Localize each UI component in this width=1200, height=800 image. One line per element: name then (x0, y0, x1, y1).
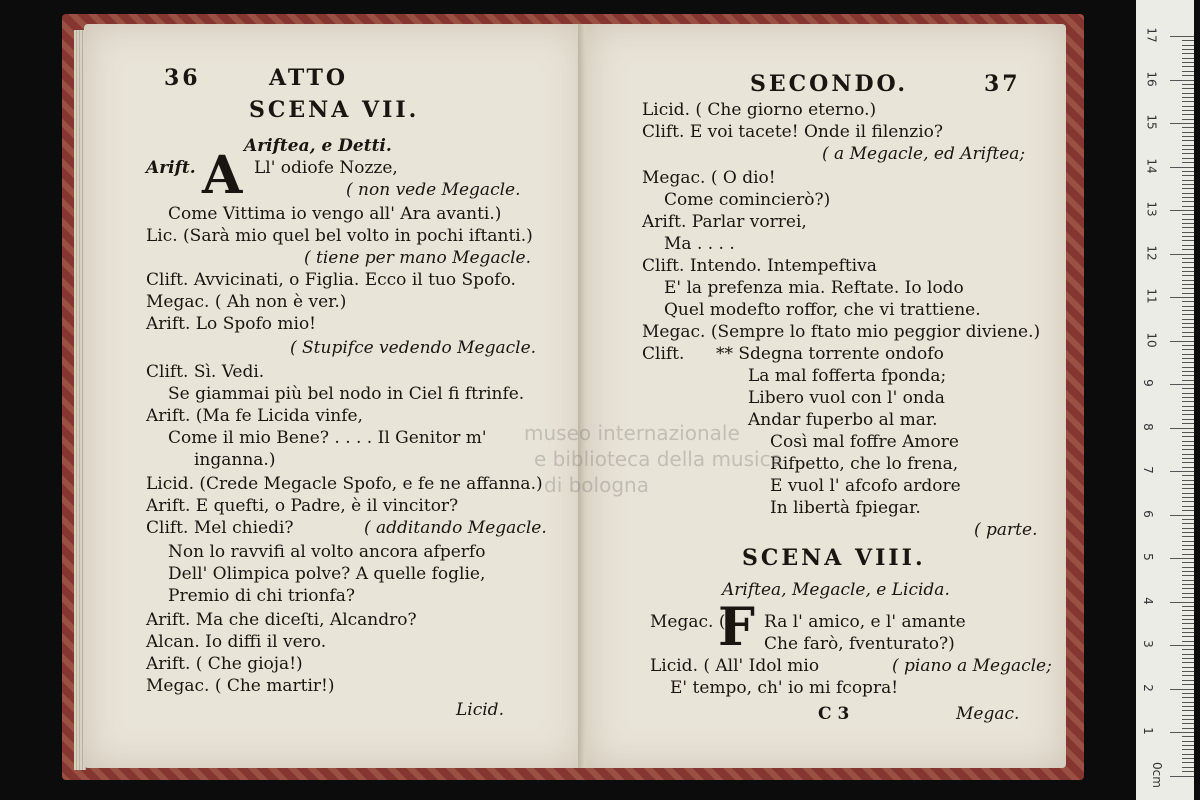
ruler-tick (1170, 80, 1194, 81)
ruler-tick (1182, 223, 1194, 224)
ruler-tick (1182, 84, 1194, 85)
ruler-tick (1182, 267, 1194, 268)
ruler-tick (1182, 671, 1194, 672)
ruler-tick (1182, 719, 1194, 720)
text-line: Clift. Avvicinati, o Figlia. Ecco il tuo Spofo. (146, 270, 516, 290)
text-line: Arift. Parlar vorrei, (642, 212, 807, 232)
ruler-tick (1170, 558, 1194, 559)
text-line: Lic. (Sarà mio quel bel volto in pochi iftanti.) (146, 226, 533, 246)
text-line: Arift. E quefti, o Padre, è il vincitor? (146, 496, 459, 516)
text-line: E' la prefenza mia. Reftate. Io lodo (664, 278, 964, 298)
aria-line: E vuol l' afcofo ardore (770, 476, 961, 496)
aria-line: Così mal foffre Amore (770, 432, 959, 452)
ruler-tick (1170, 123, 1194, 124)
stage-direction: ( non vede Megacle. (346, 180, 521, 200)
text-line: Come il mio Bene? . . . . Il Genitor m' (168, 428, 487, 448)
ruler-tick (1182, 193, 1194, 194)
text-line: Ll' odiofe Nozze, (254, 158, 398, 178)
ruler-tick (1182, 171, 1194, 172)
ruler-tick (1182, 414, 1194, 415)
text-line: Clift. E voi tacete! Onde il filenzio? (642, 122, 944, 142)
ruler-tick (1182, 158, 1194, 159)
ruler-number: 12 (1144, 244, 1159, 261)
ruler-tick (1182, 53, 1194, 54)
aria-line: ** Sdegna torrente ondofo (716, 344, 944, 364)
ruler-tick (1182, 497, 1194, 498)
ruler-tick (1182, 227, 1194, 228)
ruler-tick (1182, 715, 1194, 716)
text-line: Alcan. Io diffi il vero. (146, 632, 327, 652)
ruler-tick (1170, 167, 1194, 168)
ruler-number: 9 (1140, 379, 1155, 387)
ruler-tick (1182, 271, 1194, 272)
ruler-tick (1182, 110, 1194, 111)
running-head-left: ATTO (269, 65, 348, 91)
ruler-tick (1182, 66, 1194, 67)
ruler-tick (1182, 662, 1194, 663)
text-line: Se giammai più bel nodo in Ciel fi ftrinfe. (168, 384, 525, 404)
ruler-number: 16 (1144, 70, 1159, 87)
ruler-number: 3 (1140, 640, 1155, 648)
ruler-tick (1182, 423, 1194, 424)
drop-cap: A (202, 145, 243, 206)
ruler-tick (1182, 449, 1194, 450)
ruler-tick (1182, 488, 1194, 489)
stage-direction: ( a Megacle, ed Ariftea; (822, 144, 1026, 164)
ruler-tick (1182, 749, 1194, 750)
text-line: Clift. Mel chiedi? (146, 518, 294, 538)
ruler-tick (1182, 562, 1194, 563)
page-number-right: 37 (984, 71, 1021, 97)
ruler-tick (1182, 597, 1194, 598)
ruler-tick (1182, 702, 1194, 703)
ruler-tick (1170, 689, 1194, 690)
ruler-tick (1170, 36, 1194, 37)
ruler-tick (1182, 127, 1194, 128)
watermark-line: di bologna (544, 473, 649, 497)
ruler-tick (1182, 728, 1194, 729)
ruler-tick (1182, 119, 1194, 120)
text-line: Megac. (Sempre lo ftato mio peggior diviene.) (642, 322, 1041, 342)
ruler-tick (1182, 419, 1194, 420)
ruler-tick (1182, 75, 1194, 76)
ruler-tick (1182, 632, 1194, 633)
stage-direction: Ariftea, Megacle, e Licida. (722, 580, 950, 600)
ruler-tick (1182, 532, 1194, 533)
text-line: Arift. Ma che diceſti, Alcandro? (146, 610, 417, 630)
ruler-tick (1170, 471, 1194, 472)
ruler-tick (1170, 515, 1194, 516)
ruler-tick (1182, 436, 1194, 437)
ruler-tick (1182, 658, 1194, 659)
ruler-tick (1182, 62, 1194, 63)
ruler-tick (1182, 336, 1194, 337)
ruler-tick (1182, 375, 1194, 376)
speaker-label: Clift. (642, 344, 685, 364)
ruler-tick (1182, 40, 1194, 41)
ruler-tick (1182, 610, 1194, 611)
ruler-tick (1182, 306, 1194, 307)
ruler-number: 0cm (1149, 761, 1164, 788)
ruler-tick (1182, 588, 1194, 589)
ruler-tick (1170, 776, 1194, 777)
ruler-tick (1182, 106, 1194, 107)
ruler-tick (1182, 523, 1194, 524)
ruler-tick (1182, 397, 1194, 398)
ruler-tick (1170, 341, 1194, 342)
text-line: Premio di chi trionfa? (168, 586, 355, 606)
ruler-tick (1170, 428, 1194, 429)
ruler-tick (1182, 445, 1194, 446)
ruler-tick (1182, 736, 1194, 737)
text-line: E' tempo, ch' io mi fcopra! (670, 678, 899, 698)
ruler-tick (1182, 71, 1194, 72)
ruler-number: 8 (1140, 422, 1155, 431)
ruler-tick (1182, 45, 1194, 46)
text-line: Licid. (Crede Megacle Spofo, e fe ne affanna.) (146, 474, 543, 494)
watermark-line: e biblioteca della musica (534, 447, 783, 471)
ruler-tick (1182, 410, 1194, 411)
ruler-tick (1182, 580, 1194, 581)
text-line: Clift. Sì. Vedi. (146, 362, 265, 382)
aria-line: La mal fofferta fponda; (748, 366, 947, 386)
ruler-tick (1182, 201, 1194, 202)
ruler-tick (1182, 710, 1194, 711)
ruler-tick (1182, 284, 1194, 285)
ruler-tick (1182, 184, 1194, 185)
ruler-tick (1182, 49, 1194, 50)
measurement-ruler (1136, 0, 1194, 800)
ruler-tick (1170, 210, 1194, 211)
ruler-tick (1182, 188, 1194, 189)
ruler-tick (1182, 354, 1194, 355)
text-line: Non lo ravvifi al volto ancora afperfo (168, 542, 486, 562)
ruler-tick (1182, 175, 1194, 176)
text-line: Dell' Olimpica polve? A quelle foglie, (168, 564, 486, 584)
ruler-tick (1182, 467, 1194, 468)
ruler-tick (1182, 388, 1194, 389)
ruler-tick (1182, 149, 1194, 150)
ruler-tick (1170, 384, 1194, 385)
ruler-tick (1182, 288, 1194, 289)
ruler-tick (1182, 458, 1194, 459)
left-page (84, 24, 584, 768)
ruler-tick (1182, 741, 1194, 742)
ruler-tick (1182, 536, 1194, 537)
ruler-tick (1182, 362, 1194, 363)
text-line: Arift. Lo Spofo mio! (146, 314, 317, 334)
text-line: Licid. ( All' Idol mio (650, 656, 820, 676)
ruler-tick (1182, 501, 1194, 502)
text-line: Licid. ( Che giorno eterno.) (642, 100, 877, 120)
ruler-tick (1182, 401, 1194, 402)
catchword: Megac. (956, 704, 1020, 724)
ruler-tick (1182, 528, 1194, 529)
ruler-number: 1 (1140, 727, 1155, 735)
stage-direction: ( parte. (974, 520, 1038, 540)
ruler-tick (1182, 310, 1194, 311)
ruler-tick (1182, 693, 1194, 694)
aria-line: In libertà fpiegar. (770, 498, 921, 518)
ruler-tick (1182, 245, 1194, 246)
catchword: Licid. (456, 700, 504, 720)
text-line: Ariftea, e Detti. (244, 136, 392, 156)
ruler-tick (1182, 462, 1194, 463)
ruler-tick (1182, 771, 1194, 772)
ruler-tick (1182, 380, 1194, 381)
ruler-tick (1182, 406, 1194, 407)
ruler-tick (1182, 258, 1194, 259)
ruler-number: 17 (1144, 27, 1159, 43)
ruler-tick (1182, 706, 1194, 707)
scene-title-left: SCENA VII. (249, 97, 420, 123)
page-number-left: 36 (164, 65, 201, 91)
ruler-tick (1182, 232, 1194, 233)
ruler-tick (1182, 197, 1194, 198)
ruler-tick (1182, 493, 1194, 494)
ruler-tick (1182, 510, 1194, 511)
signature-mark: C 3 (818, 704, 850, 724)
ruler-number: 7 (1140, 466, 1155, 474)
ruler-tick (1182, 97, 1194, 98)
right-page (586, 24, 1066, 768)
ruler-tick (1182, 140, 1194, 141)
ruler-tick (1182, 606, 1194, 607)
ruler-tick (1182, 593, 1194, 594)
text-line: Ma . . . . (664, 234, 735, 254)
ruler-number: 10 (1144, 331, 1159, 348)
ruler-tick (1170, 602, 1194, 603)
ruler-tick (1182, 575, 1194, 576)
ruler-tick (1182, 584, 1194, 585)
ruler-tick (1182, 684, 1194, 685)
ruler-number: 5 (1140, 553, 1155, 561)
ruler-tick (1182, 58, 1194, 59)
ruler-tick (1182, 506, 1194, 507)
ruler-tick (1182, 367, 1194, 368)
running-head-right: SECONDO. (750, 71, 909, 97)
aria-line: Rifpetto, che lo frena, (770, 454, 959, 474)
text-line: Che farò, fventurato?) (764, 634, 955, 654)
ruler-tick (1182, 675, 1194, 676)
ruler-tick (1182, 767, 1194, 768)
ruler-tick (1182, 371, 1194, 372)
aria-line: Andar fuperbo al mar. (748, 410, 938, 430)
ruler-tick (1182, 628, 1194, 629)
text-line: inganna.) (194, 450, 276, 470)
ruler-tick (1182, 623, 1194, 624)
ruler-tick (1182, 480, 1194, 481)
ruler-tick (1182, 323, 1194, 324)
text-line: Come Vittima io vengo all' Ara avanti.) (168, 204, 502, 224)
drop-cap: F (718, 597, 755, 658)
text-line: Megac. ( Ah non è ver.) (146, 292, 347, 312)
ruler-tick (1182, 636, 1194, 637)
ruler-number: 13 (1144, 201, 1159, 217)
ruler-tick (1182, 680, 1194, 681)
ruler-tick (1182, 349, 1194, 350)
ruler-tick (1182, 697, 1194, 698)
ruler-tick (1182, 484, 1194, 485)
ruler-tick (1182, 454, 1194, 455)
ruler-tick (1182, 327, 1194, 328)
text-line: Arift. ( Che gioja!) (146, 654, 303, 674)
ruler-tick (1182, 88, 1194, 89)
ruler-tick (1182, 393, 1194, 394)
ruler-tick (1182, 249, 1194, 250)
ruler-tick (1182, 153, 1194, 154)
ruler-tick (1182, 519, 1194, 520)
ruler-tick (1182, 441, 1194, 442)
ruler-tick (1182, 236, 1194, 237)
stage-direction: ( additando Megacle. (364, 518, 547, 538)
ruler-tick (1182, 240, 1194, 241)
ruler-tick (1182, 754, 1194, 755)
ruler-tick (1182, 545, 1194, 546)
ruler-tick (1182, 219, 1194, 220)
watermark-line: museo internazionale (524, 421, 740, 445)
ruler-tick (1182, 654, 1194, 655)
ruler-tick (1182, 723, 1194, 724)
ruler-tick (1170, 645, 1194, 646)
ruler-tick (1182, 319, 1194, 320)
ruler-tick (1182, 206, 1194, 207)
ruler-tick (1182, 132, 1194, 133)
ruler-tick (1182, 571, 1194, 572)
ruler-tick (1182, 541, 1194, 542)
ruler-tick (1182, 475, 1194, 476)
library-watermark (524, 420, 783, 498)
ruler-number: 4 (1140, 596, 1155, 605)
ruler-tick (1182, 275, 1194, 276)
stage-direction: ( Stupifce vedendo Megacle. (290, 338, 537, 358)
ruler-tick (1170, 254, 1194, 255)
ruler-tick (1182, 358, 1194, 359)
ruler-tick (1182, 145, 1194, 146)
ruler-tick (1182, 332, 1194, 333)
ruler-tick (1182, 114, 1194, 115)
text-line: Ra l' amico, e l' amante (764, 612, 966, 632)
ruler-tick (1182, 745, 1194, 746)
ruler-tick (1182, 280, 1194, 281)
ruler-tick (1182, 101, 1194, 102)
ruler-tick (1182, 93, 1194, 94)
aria-line: Libero vuol con l' onda (748, 388, 945, 408)
ruler-tick (1170, 732, 1194, 733)
ruler-tick (1170, 297, 1194, 298)
ruler-tick (1182, 762, 1194, 763)
text-line: Quel modefto roffor, che vi trattiene. (664, 300, 981, 320)
ruler-tick (1182, 758, 1194, 759)
ruler-tick (1182, 301, 1194, 302)
ruler-number: 6 (1140, 509, 1155, 518)
speaker-label: Megac. ( (650, 612, 726, 632)
text-line: Arift. (Ma fe Licida vinfe, (146, 406, 363, 426)
ruler-tick (1182, 262, 1194, 263)
ruler-number: 2 (1140, 683, 1155, 692)
ruler-tick (1182, 162, 1194, 163)
ruler-tick (1182, 345, 1194, 346)
ruler-number: 14 (1144, 157, 1159, 174)
ruler-tick (1182, 136, 1194, 137)
ruler-tick (1182, 641, 1194, 642)
text-line: Megac. ( Che martir!) (146, 676, 335, 696)
ruler-tick (1182, 432, 1194, 433)
scene-title-right: SCENA VIII. (742, 545, 926, 571)
ruler-tick (1182, 180, 1194, 181)
ruler-tick (1182, 214, 1194, 215)
text-line: Clift. Intendo. Intempeftiva (642, 256, 877, 276)
ruler-number: 15 (1144, 114, 1159, 130)
stage-direction: ( tiene per mano Megacle. (304, 248, 532, 268)
ruler-tick (1182, 314, 1194, 315)
ruler-tick (1182, 567, 1194, 568)
ruler-tick (1182, 293, 1194, 294)
ruler-number: 11 (1144, 288, 1159, 304)
ruler-tick (1182, 667, 1194, 668)
ruler-tick (1182, 649, 1194, 650)
ruler-tick (1182, 549, 1194, 550)
stage-direction: ( piano a Megacle; (892, 656, 1052, 676)
ruler-tick (1182, 619, 1194, 620)
text-line: Megac. ( O dio! (642, 168, 776, 188)
speaker-label: Arift. (146, 158, 196, 178)
ruler-tick (1182, 554, 1194, 555)
text-line: Come comincierò?) (664, 190, 831, 210)
ruler-tick (1182, 615, 1194, 616)
